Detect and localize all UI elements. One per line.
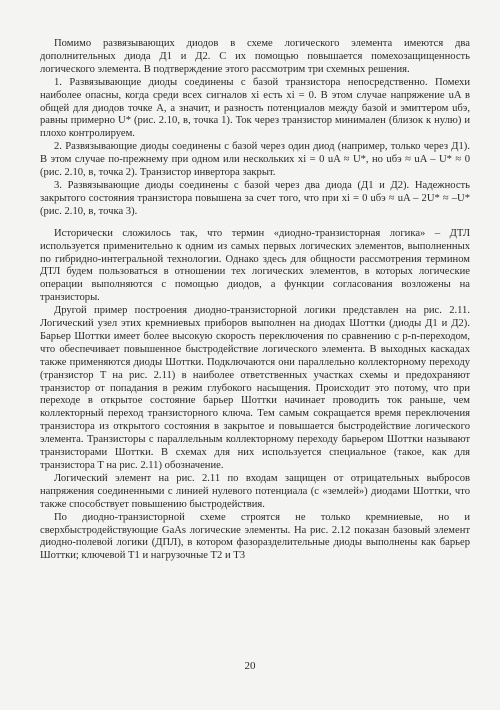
paragraph-schottky: Другой пример построения диодно-транзисторной логики представлен на рис. 2.11. Логический узел этих кремниевых приборов выполнен на диодах Шоттки (диоды Д1 и Д2). Барьер Шоттки имеет более высокую скорость переключения по сравнению с p-n-переходом, что обеспечивает повышенное быстродействие логического элемента. В выходных каскадах также применяются диоды Шоттки. Подключаются они параллельно коллекторному переходу (транзистор T на рис. 2.11) в наиболее ответственных участках схемы и предохраняют транзистор от попадания в режим глубокого насыщения. Происходит это потому, что при переходе в открытое состояние барьер Шоттки начинает проводить ток раньше, чем коллекторный переход транзисторного ключа. Тем самым сокращается время переключения транзистора из открытого состояния в закрытое и повышается быстродействие логического элемента. Транзисторы с параллельным коллекторному переходу барьером Шоттки называют транзисторами Шоттки. В схемах для них используется специальное (такое, как для транзистора T на рис. 2.11) обозначение. [40, 305, 470, 471]
page-number: 20 [244, 660, 256, 672]
paragraph-history: Исторически сложилось так, что термин «диодно-транзисторная логика» – ДТЛ используется применительно к одним из самых первых логических элементов, выполненных по гибридно-интегральной технологии. Однако здесь для общности рассмотрения термином ДТЛ будем пользоваться в отношении тех логических элементов, в которых логические операции выполняются с помощью диодов, а функции согласования возложены на транзисторы. [40, 227, 470, 304]
section-dtl [40, 228, 470, 564]
paragraph-gaas: По диодно-транзисторной схеме строятся не только кремниевые, но и сверхбыстродействующие GaAs логические элементы. На рис. 2.12 показан базовый элемент диодно-полевой логики (ДПЛ), в котором фазоразделительные диоды выполнены как барьер Шоттки; ключевой T1 и нагрузочные T2 и T3 [40, 511, 470, 562]
paragraph-intro: Помимо развязывающих диодов в схеме логического элемента имеются два дополнительных диода Д1 и Д2. С их помощью повышается помехозащищенность логического элемента. В подтверждение этого рассмотрим три схемных решения. [40, 38, 470, 75]
paragraph-case-3: 3. Развязывающие диоды соединены с базой через два диода (Д1 и Д2). Надежность закрытого состояния транзистора повышена за счет того, что при xi = 0 uбэ ≈ uA – 2U* ≈ –U* (рис. 2.10, в, точка 3). [40, 179, 470, 217]
paragraph-protection: Логический элемент на рис. 2.11 по входам защищен от отрицательных выбросов напряжения соединенными с линией нулевого потенциала (с «землей») диодами Шоттки, что также способствует повышению быстродействия. [40, 472, 470, 510]
paragraph-case-1: 1. Развязывающие диоды соединены с базой транзистора непосредственно. Помехи наиболее опасны, когда среди всех сигналов xi есть xi = 0. В этом случае напряжение uA в общей для диодов точке A, а значит, и разность потенциалов между базой и эмиттером uбэ, равны примерно U* (рис. 2.10, в, точка 1). Ток через транзистор минимален (близок к нулю) и плохо контролируем. [40, 76, 470, 140]
paragraph-case-2: 2. Развязывающие диоды соединены с базой через один диод (например, только через Д1). В этом случае по-прежнему при одном или нескольких xi = 0 uA ≈ U*, но uбэ ≈ uA – U* ≈ 0 (рис. 2.10, в, точка 2). Транзистор инвертора закрыт. [40, 141, 470, 179]
section-intro [40, 38, 470, 219]
